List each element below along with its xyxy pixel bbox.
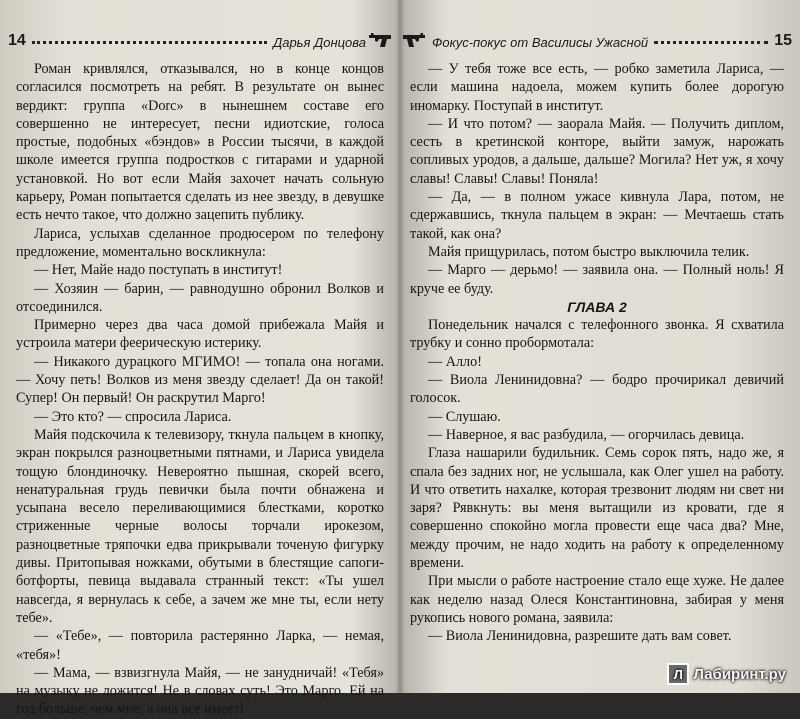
- watermark-text: Лабиринт.ру: [693, 665, 786, 683]
- page-number-right: 15: [774, 32, 792, 49]
- left-page: [8, 0, 392, 718]
- revolver-icon: [366, 32, 392, 48]
- paragraph: — Хозяин — барин, — равнодушно обронил Волков и отсоединился.: [16, 280, 384, 315]
- paragraph: — Виола Ленинидовна? — бодро прочирикал девичий голосок.: [410, 372, 784, 407]
- revolver-icon: [402, 32, 428, 48]
- paragraph: — Нет, Майе надо поступать в институт!: [34, 262, 283, 279]
- chapter-heading: ГЛАВА 2: [567, 298, 627, 315]
- paragraph: — И что потом? — заорала Майя. — Получить диплом, сесть в кретинской конторе, выйти замуж, нарожать сопливых уродов, а дальше, дальше? Могила? Нет уж, я хочу славы! Славы! Славы! Поняла!: [410, 115, 784, 187]
- paragraph: — Марго — дерьмо! — заявила она. — Полный ноль! Я круче ее буду.: [410, 262, 784, 297]
- paragraph: Понедельник начался с телефонного звонка. Я схватила трубку и сонно пробормотала:: [410, 317, 784, 352]
- paragraph: — У тебя тоже все есть, — робко заметила Лариса, — если машина надоела, можем купить более дорогую иномарку. Поступай в институт.: [410, 61, 784, 114]
- paragraph: — Мама, — взвизгнула Майя, — не занудничай! «Тебя» на музыку не ложится! Не в словах суть! Это Марго. Ей на год больше, чем мне, а она все имеет!: [16, 664, 384, 718]
- paragraph: Лариса, услыхав сделанное продюсером по телефону предложение, моментально воскликнула:: [16, 225, 384, 260]
- labirint-watermark: [667, 663, 786, 685]
- labirint-logo: Л: [667, 663, 689, 685]
- paragraph: Примерно через два часа домой прибежала Майя и устроила матери феерическую истерику.: [16, 317, 384, 352]
- paragraph: Роман кривлялся, отказывался, но в конце концов согласился посмотреть на ребят. В результате он вынес вердикт: группа «Dorc» в нынешнем составе его совершенно не интересует, песни идиотские, голоса простые, подобных «бэндов» в России тысячи, в каждой школе имеется группа подростков с гитарами и ударной установкой. Но вот если Майя захочет начать сольную карьеру, Роман попытается сделать из нее звезду, в девушке есть нечто такое, что должно зацепить публику.: [16, 61, 384, 224]
- running-title-book: Фокус-покус от Василисы Ужасной: [432, 35, 649, 50]
- page-number-left: 14: [8, 32, 26, 49]
- paragraph: — «Тебе», — повторила растерянно Ларка, — немая, «тебя»!: [16, 628, 384, 663]
- paragraph: — Слушаю.: [428, 408, 501, 425]
- paragraph: — Алло!: [428, 353, 482, 370]
- right-page-header: [402, 22, 792, 50]
- paragraph: Майя подскочила к телевизору, ткнула пальцем в кнопку, экран покрылся разноцветными пятнами, и Лариса увидела тощую блондиночку. Невероятно пышная, скорей всего, ненатуральная грудь певички была почти обнажена и усыпана весело переливающимися блестками, коротко стриженные черные волосы торчали ирокезом, разноцветные тряпочки едва прикрывали точеную фигурку дивы. Притопывая ножками, обутыми в блестящие сапоги-ботфорты, певица выдавала странный текст: «Ты ушел навсегда, я вернулась к себе, а зачем же мне ты, если нету тебе».: [16, 426, 384, 626]
- right-page-text: [410, 60, 784, 646]
- running-title-author: Дарья Донцова: [273, 35, 366, 50]
- paragraph: — Наверное, я вас разбудила, — огорчилась девица.: [428, 426, 745, 443]
- paragraph: — Это кто? — спросила Лариса.: [34, 408, 232, 425]
- paragraph: — Да, — в полном ужасе кивнула Лара, потом, не сдержавшись, ткнула пальцем в экран: — Мечтаешь стать такой, как она?: [410, 189, 784, 242]
- paragraph: Майя прищурилась, потом быстро выключила телик.: [428, 243, 750, 260]
- right-page: [402, 0, 792, 693]
- left-page-text: [16, 60, 384, 719]
- dotted-rule: [32, 41, 267, 44]
- paragraph: Глаза нашарили будильник. Семь сорок пять, надо же, я спала без задних ног, не услышала, как Олег ушел на работу. И что ответить нахалке, которая трезвонит людям ни свет ни заря? Рявкнуть: вы меня вытащили из кровати, где я совершенно спокойно могла провести еще часа два? Мне, между прочим, не надо ходить на работу к определенному времени.: [410, 445, 784, 572]
- paragraph: — Никакого дурацкого МГИМО! — топала она ногами. — Хочу петь! Волков из меня звезду сделает! Да он такой! Супер! Он первый! Он раскрутил Марго!: [16, 353, 384, 407]
- left-page-header: [8, 22, 392, 50]
- paragraph: При мысли о работе настроение стало еще хуже. Не далее как неделю назад Олеся Константиновна, забирая у меня рукопись нового романа, заявила:: [410, 573, 784, 626]
- dotted-rule: [654, 41, 768, 44]
- paragraph: — Виола Ленинидовна, разрешите дать вам совет.: [428, 628, 732, 645]
